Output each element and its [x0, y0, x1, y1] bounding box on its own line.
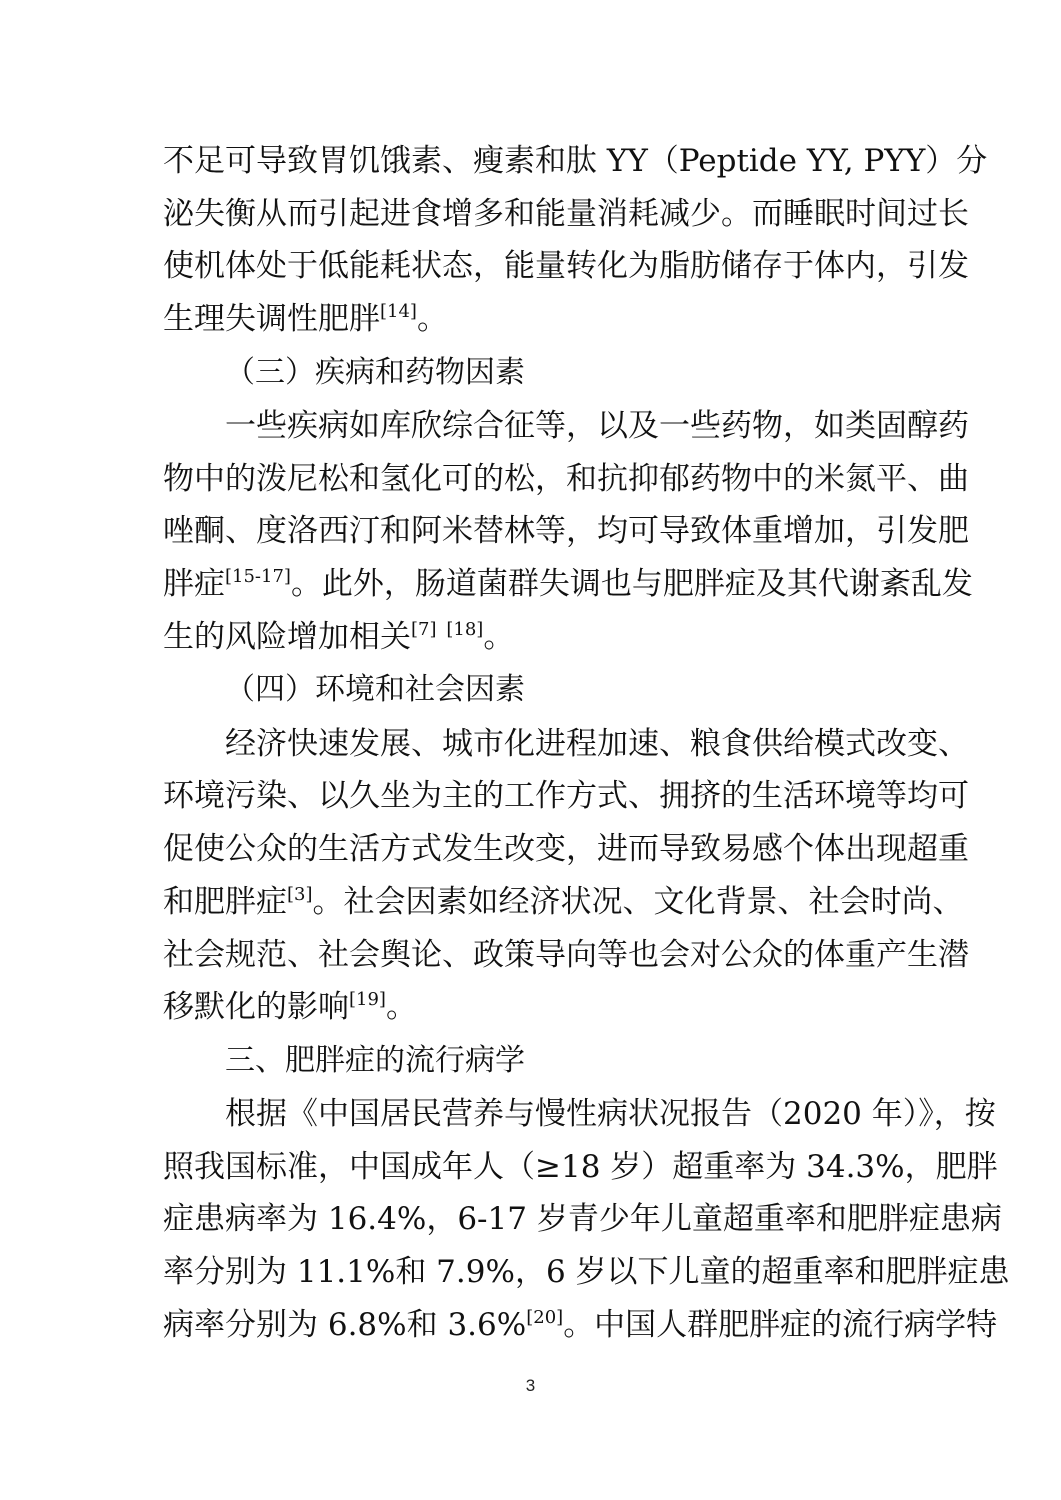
line-text: 移默化的影响	[163, 989, 349, 1025]
paragraph-line	[163, 617, 899, 657]
citation-ref: [7]	[411, 619, 437, 640]
citation-ref: [19]	[349, 989, 386, 1010]
line-text: 和肥胖症	[163, 884, 287, 920]
paragraph-line: 根据《中国居民营养与慢性病状况报告（2020 年）》，按	[225, 1096, 996, 1132]
citation-ref: [20]	[526, 1307, 564, 1328]
paragraph-line: 使机体处于低能耗状态，能量转化为脂肪储存于体内，引发	[163, 248, 969, 284]
paragraph-line	[163, 564, 973, 604]
paragraph-line: 症患病率为 16.4%，6-17 岁青少年儿童超重率和肥胖症患病	[163, 1201, 1002, 1237]
line-text: 。	[416, 301, 448, 337]
citation-ref: [15-17]	[225, 566, 291, 587]
paragraph-line: 经济快速发展、城市化进程加速、粮食供给模式改变、	[225, 726, 969, 762]
line-text: 。	[483, 619, 515, 655]
paragraph-line: 社会规范、社会舆论、政策导向等也会对公众的体重产生潜	[163, 937, 969, 973]
paragraph-line: 照我国标准，中国成年人（≥18 岁）超重率为 34.3%，肥胖	[163, 1149, 998, 1185]
paragraph-line: 物中的泼尼松和氢化可的松，和抗抑郁药物中的米氮平、曲	[163, 461, 969, 497]
line-text: 胖症	[163, 566, 225, 602]
citation-ref: [18]	[446, 619, 484, 640]
line-text: 。此外，肠道菌群失调也与肥胖症及其代谢紊乱发	[290, 566, 973, 602]
paragraph-line	[163, 299, 899, 339]
paragraph-line: 不足可导致胃饥饿素、瘦素和肽 YY（Peptide YY, PYY）分	[163, 143, 988, 179]
line-text: 生的风险增加相关	[163, 619, 411, 655]
subsection-heading: （四）环境和社会因素	[225, 672, 525, 707]
paragraph-line	[163, 1305, 998, 1345]
line-text: 。中国人群肥胖症的流行病学特	[563, 1307, 998, 1343]
paragraph-line: 泌失衡从而引起进食增多和能量消耗减少。而睡眠时间过长	[163, 196, 969, 232]
paragraph-line: 促使公众的生活方式发生改变，进而导致易感个体出现超重	[163, 831, 969, 867]
line-text: 病率分别为 6.8%和 3.6%	[163, 1307, 527, 1343]
citation-ref: [3]	[287, 884, 313, 905]
subsection-heading: （三）疾病和药物因素	[225, 355, 525, 390]
line-text: 。	[385, 989, 417, 1025]
page-number: 3	[525, 1376, 536, 1395]
citation-ref: [14]	[380, 301, 417, 322]
paragraph-line: 一些疾病如库欣综合征等，以及一些药物，如类固醇药	[225, 408, 969, 444]
line-text: 。社会因素如经济状况、文化背景、社会时尚、	[312, 884, 964, 920]
section-heading: 三、肥胖症的流行病学	[225, 1043, 525, 1078]
line-text: 生理失调性肥胖	[163, 301, 380, 337]
paragraph-line: 环境污染、以久坐为主的工作方式、拥挤的生活环境等均可	[163, 778, 969, 814]
paragraph-line	[163, 882, 964, 922]
paragraph-line	[163, 987, 899, 1027]
paragraph-line: 率分别为 11.1%和 7.9%，6 岁以下儿童的超重率和肥胖症患	[163, 1254, 1010, 1290]
paragraph-line: 唑酮、度洛西汀和阿米替林等，均可导致体重增加，引发肥	[163, 513, 969, 549]
